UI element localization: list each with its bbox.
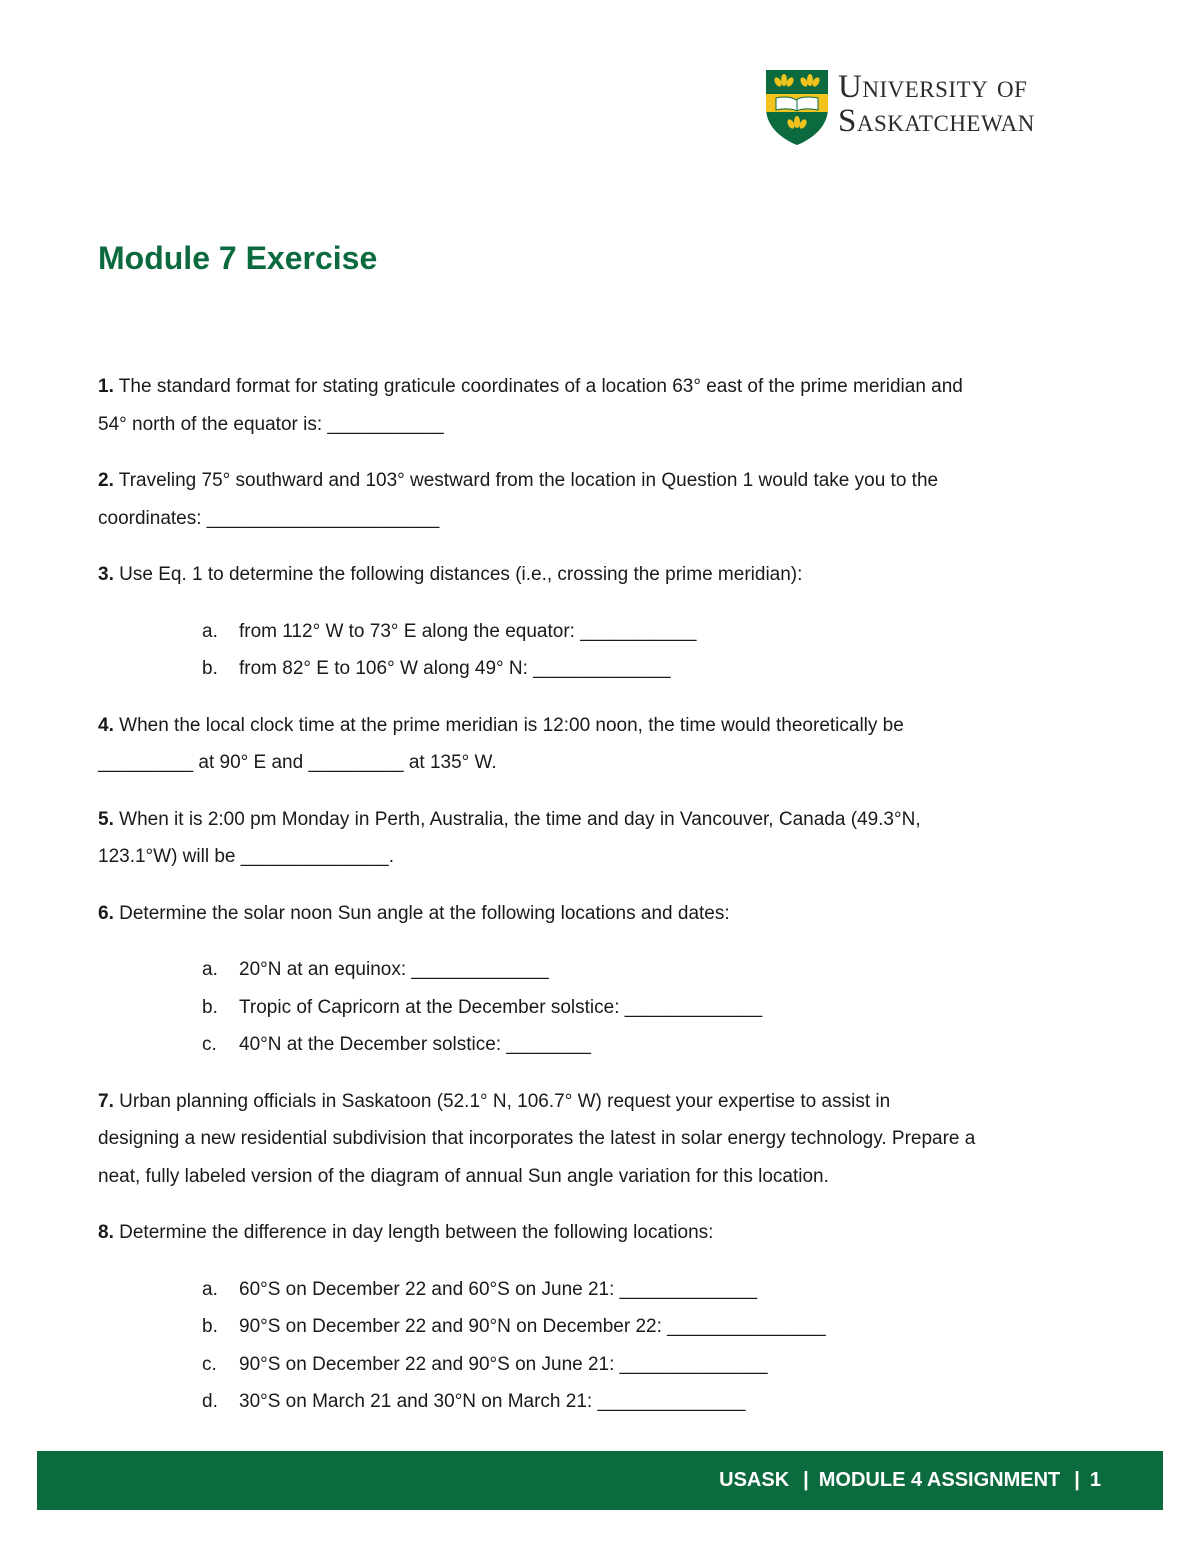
subitem bbox=[202, 951, 1098, 989]
question-text-line: When it is 2:00 pm Monday in Perth, Australia, the time and day in Vancouver, Canada (49.3°N, bbox=[119, 808, 921, 830]
subitem-letter: a. bbox=[202, 1278, 218, 1300]
question-6 bbox=[98, 895, 1098, 933]
question-8 bbox=[98, 1214, 1098, 1252]
subitem-text: from 112° W to 73° E along the equator: ___________ bbox=[239, 620, 697, 642]
question-4 bbox=[98, 707, 1098, 782]
subitem bbox=[202, 1308, 1098, 1346]
question-text-line: designing a new residential subdivision that incorporates the latest in solar energy technology. Prepare a bbox=[98, 1128, 976, 1149]
question-6-subitems bbox=[98, 951, 1098, 1064]
question-text-line: Use Eq. 1 to determine the following distances (i.e., crossing the prime meridian): bbox=[119, 564, 803, 585]
question-8-subitems bbox=[98, 1271, 1098, 1421]
question-number: 4. bbox=[98, 714, 114, 736]
subitem-letter: a. bbox=[202, 620, 218, 642]
wordmark-line-2: Saskatchewan bbox=[838, 103, 1035, 139]
subitem bbox=[202, 1271, 1098, 1309]
question-1 bbox=[98, 368, 1098, 443]
page-title: Module 7 Exercise bbox=[98, 240, 378, 276]
question-7 bbox=[98, 1083, 1098, 1196]
subitem-letter: c. bbox=[202, 1353, 217, 1375]
subitem-text: 30°S on March 21 and 30°N on March 21: ______________ bbox=[239, 1391, 746, 1412]
footer-bar bbox=[37, 1451, 1163, 1510]
question-text-line: 54° north of the equator is: ___________ bbox=[98, 413, 444, 435]
question-text-line: Traveling 75° southward and 103° westward from the location in Question 1 would take you to the bbox=[118, 470, 939, 491]
question-3 bbox=[98, 556, 1098, 594]
subitem-text: 60°S on December 22 and 60°S on June 21: _____________ bbox=[239, 1278, 758, 1300]
wordmark-line-1: University of bbox=[838, 69, 1028, 105]
question-5 bbox=[98, 801, 1098, 876]
footer-separator: | bbox=[803, 1469, 809, 1491]
question-number: 1. bbox=[98, 376, 114, 397]
university-crest-icon bbox=[764, 68, 830, 146]
subitem-letter: b. bbox=[202, 996, 218, 1018]
question-text-line: The standard format for stating graticule coordinates of a location 63° east of the prime meridian and bbox=[118, 376, 963, 397]
question-3-subitems bbox=[98, 613, 1098, 688]
question-text-line: Urban planning officials in Saskatoon (52.1° N, 106.7° W) request your expertise to assist in bbox=[119, 1090, 891, 1112]
subitem-text: 40°N at the December solstice: ________ bbox=[239, 1034, 591, 1055]
subitem-letter: c. bbox=[202, 1034, 217, 1055]
question-text-line: coordinates: ______________________ bbox=[98, 507, 440, 529]
subitem-letter: b. bbox=[202, 1316, 218, 1337]
question-number: 8. bbox=[98, 1222, 114, 1243]
subitem-letter: a. bbox=[202, 959, 218, 980]
question-number: 3. bbox=[98, 564, 114, 585]
subitem bbox=[202, 1383, 1098, 1421]
footer-org: USASK bbox=[719, 1469, 790, 1491]
subitem bbox=[202, 1346, 1098, 1384]
question-text-line: neat, fully labeled version of the diagram of annual Sun angle variation for this location. bbox=[98, 1165, 829, 1187]
question-text-line: _________ at 90° E and _________ at 135° W. bbox=[98, 752, 497, 773]
university-wordmark bbox=[838, 70, 1035, 138]
question-text-line: 123.1°W) will be ______________. bbox=[98, 846, 394, 867]
subitem bbox=[202, 989, 1098, 1027]
footer-label: MODULE 4 ASSIGNMENT bbox=[818, 1469, 1061, 1491]
question-2 bbox=[98, 462, 1098, 537]
subitem bbox=[202, 613, 1098, 651]
university-logo bbox=[764, 68, 1104, 148]
subitem bbox=[202, 650, 1098, 688]
question-text-line: When the local clock time at the prime meridian is 12:00 noon, the time would theoretically be bbox=[119, 714, 904, 736]
subitem-text: Tropic of Capricorn at the December solstice: _____________ bbox=[239, 996, 763, 1018]
subitem-letter: b. bbox=[202, 658, 218, 679]
subitem-text: 20°N at an equinox: _____________ bbox=[239, 959, 549, 980]
subitem-text: 90°S on December 22 and 90°S on June 21: ______________ bbox=[239, 1353, 768, 1375]
subitem-text: 90°S on December 22 and 90°N on December 22: _______________ bbox=[239, 1316, 826, 1337]
question-text-line: Determine the solar noon Sun angle at the following locations and dates: bbox=[119, 902, 730, 924]
subitem-text: from 82° E to 106° W along 49° N: _____________ bbox=[239, 658, 671, 679]
question-list bbox=[98, 368, 1098, 1440]
footer-text bbox=[719, 1469, 1101, 1492]
subitem bbox=[202, 1026, 1098, 1064]
question-text-line: Determine the difference in day length between the following locations: bbox=[119, 1222, 714, 1243]
question-number: 7. bbox=[98, 1090, 114, 1112]
footer-separator: | bbox=[1074, 1469, 1080, 1491]
question-number: 5. bbox=[98, 808, 114, 830]
footer-page-number: 1 bbox=[1089, 1469, 1101, 1491]
question-number: 6. bbox=[98, 902, 114, 924]
question-number: 2. bbox=[98, 470, 114, 491]
subitem-letter: d. bbox=[202, 1391, 218, 1412]
